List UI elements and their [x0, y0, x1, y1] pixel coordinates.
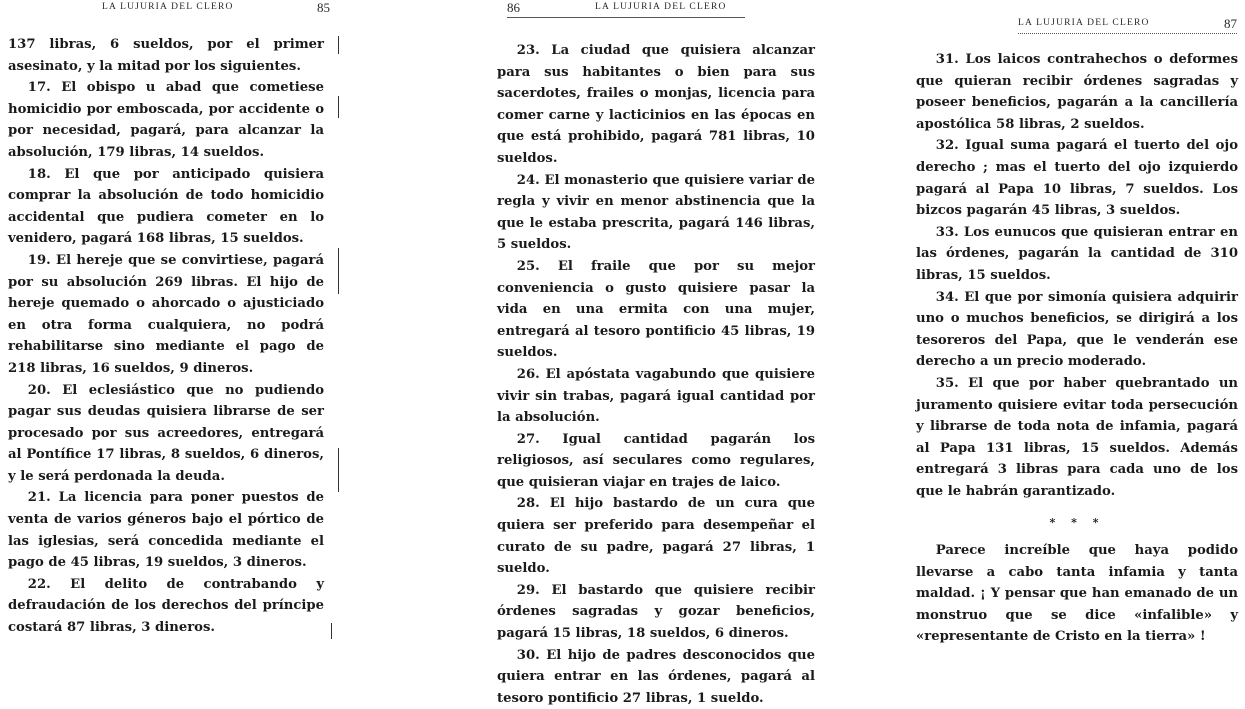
running-header	[495, 2, 825, 16]
paragraph	[8, 380, 324, 488]
running-title: LA LUJURIA DEL CLERO	[595, 2, 727, 12]
item-number: 24.	[516, 172, 540, 188]
paragraph-text: El eclesiástico que no pudiendo pagar sus deudas quisiera librarse de ser procesado por sus acreedores, entregará al Pontífice 17 libras, 8 sueldos, 6 dineros, y le será perdonada la deuda.	[8, 382, 324, 484]
margin-rule	[338, 36, 339, 54]
page-85	[0, 0, 340, 655]
header-rule	[1018, 33, 1237, 34]
item-number: 26.	[516, 366, 540, 382]
paragraph	[8, 574, 324, 639]
item-number: 18.	[27, 166, 51, 182]
paragraph	[497, 580, 815, 645]
paragraph-text: El hijo de padres desconocidos que quiera entrar en las órdenes, pagará al tesoro pontificio 27 libras, 1 sueldo.	[497, 647, 815, 706]
page-body	[8, 34, 324, 639]
item-number: 25.	[516, 258, 540, 274]
margin-rule	[338, 248, 339, 294]
paragraph	[916, 287, 1238, 373]
page-body	[497, 40, 815, 709]
paragraph	[8, 77, 324, 163]
item-number: 21.	[27, 490, 51, 506]
page-number: 87	[1224, 16, 1237, 31]
closing-paragraph: Parece increíble que haya podido llevarse a cabo tanta infamia y tanta maldad. ¡ Y pensar que han emanado de un monstruo que se dice «infalible» y «representante de Cristo en la tierra» !	[916, 543, 1238, 645]
item-number: 28.	[516, 496, 540, 512]
item-number: 34.	[935, 289, 959, 305]
paragraph-text: El hereje que se convirtiese, pagará por su absolución 269 libras. El hijo de hereje quemado o ahorcado o ajusticiado en otra forma cualquiera, no podrá rehabilitarse sino mediante el pago de 218 libras, 16 sueldos, 9 dineros.	[8, 252, 324, 376]
running-title: LA LUJURIA DEL CLERO	[102, 2, 234, 12]
page-number: 86	[507, 0, 520, 15]
paragraph-text: Los eunucos que quisieran entrar en las órdenes, pagarán la cantidad de 310 libras, 15 sueldos.	[916, 224, 1238, 283]
header-rule	[507, 17, 745, 18]
item-number: 35.	[935, 375, 959, 391]
section-separator: * * *	[1049, 516, 1105, 530]
item-number: 31.	[935, 52, 959, 67]
paragraph	[497, 40, 815, 170]
paragraph-text: El hijo bastardo de un cura que quiera ser preferido para desempeñar el curato de su padre, pagará 27 libras, 1 sueldo.	[497, 496, 815, 577]
paragraph-text: Los laicos contrahechos o deformes que quieran recibir órdenes sagradas y poseer beneficios, pagarán a la cancillería apostólica 58 libras, 2 sueldos.	[916, 52, 1238, 132]
paragraph-text: El delito de contrabando y defraudación de los derechos del príncipe costará 87 libras, 3 dineros.	[8, 576, 324, 636]
item-number: 33.	[935, 224, 959, 240]
paragraph-text: El que por anticipado quisiera comprar la absolución de todo homicidio accidental que pudiera cometer en lo venidero, pagará 168 libras, 15 sueldos.	[8, 166, 324, 247]
paragraph	[916, 49, 1238, 135]
item-number: 19.	[27, 252, 51, 268]
margin-rule	[338, 448, 339, 492]
paragraph	[916, 373, 1238, 503]
item-number: 22.	[27, 576, 51, 592]
paragraph	[497, 364, 815, 429]
paragraph-text: La ciudad que quisiera alcanzar para sus habitantes o bien para sus sacerdotes, frailes o monjas, licencia para comer carne y lacticinios en las épocas en que está prohibido, pagará 781 libras, 10 sueldos.	[497, 43, 815, 166]
page-86	[495, 0, 825, 706]
running-title: LA LUJURIA DEL CLERO	[1018, 18, 1150, 28]
item-number: 30.	[516, 647, 540, 663]
paragraph-text: El monasterio que quisiere variar de regla y vivir en menor abstinencia que la que le estaba prescrita, pagará 146 libras, 5 sueldos.	[497, 172, 815, 253]
paragraph-text: El apóstata vagabundo que quisiere vivir sin trabas, pagará igual cantidad por la absolución.	[497, 366, 815, 426]
paragraph	[497, 493, 815, 579]
paragraph	[916, 135, 1238, 221]
page-number: 85	[317, 0, 330, 15]
paragraph-text: Igual suma pagará el tuerto del ojo derecho ; mas el tuerto del ojo izquierdo pagará al Papa 10 libras, 7 sueldos. Los bizcos pagarán 45 libras, 3 sueldos.	[916, 138, 1238, 219]
running-header	[0, 2, 340, 16]
paragraph-text: 137 libras, 6 sueldos, por el primer asesinato, y la mitad por los siguientes.	[8, 37, 324, 74]
paragraph-text: La licencia para poner puestos de venta de varios géneros bajo el pórtico de las iglesias, será concedida mediante el pago de 45 libras, 19 sueldos, 3 dineros.	[8, 490, 324, 571]
item-number: 27.	[516, 431, 540, 447]
paragraph-text: El bastardo que quisiere recibir órdenes sagradas y gozar beneficios, pagará 15 libras, 18 sueldos, 6 dineros.	[497, 582, 815, 642]
paragraph-text: El que por simonía quisiera adquirir uno o muchos beneficios, se dirigirá a los tesoreros del Papa, que le venderán ese derecho a un precio moderado.	[916, 289, 1238, 370]
paragraph-text: El fraile que por su mejor conveniencia o gusto quisiere pasar la vida en una ermita con una mujer, entregará al tesoro pontificio 45 libras, 19 sueldos.	[497, 258, 815, 361]
paragraph	[497, 645, 815, 709]
item-number: 17.	[27, 80, 51, 96]
paragraph	[497, 170, 815, 256]
running-header	[900, 18, 1245, 32]
paragraph	[497, 256, 815, 364]
paragraph	[8, 487, 324, 573]
paragraph	[8, 250, 324, 380]
paragraph	[497, 429, 815, 494]
paragraph-text: El que por haber quebrantado un juramento quisiere evitar toda persecución y librarse de toda nota de infamia, pagará al Papa 131 libras, 15 sueldos. Además entregará 3 libras para cada uno de los que le habrán garantizado.	[916, 375, 1238, 499]
margin-rule	[331, 623, 332, 639]
page-body	[916, 49, 1238, 648]
paragraph-text: Igual cantidad pagarán los religiosos, así seculares como regulares, que quisieran viajar en trajes de laico.	[497, 431, 815, 490]
paragraph	[8, 164, 324, 250]
paragraph	[916, 222, 1238, 287]
item-number: 23.	[516, 43, 540, 58]
margin-rule	[338, 96, 339, 118]
paragraph-text: El obispo u abad que cometiese homicidio por emboscada, por accidente o por necesidad, pagará, para alcanzar la absolución, 179 libras, 14 sueldos.	[8, 80, 324, 160]
page-87	[900, 0, 1245, 655]
item-number: 20.	[27, 382, 51, 398]
item-number: 29.	[516, 582, 540, 598]
item-number: 32.	[935, 138, 959, 154]
paragraph	[8, 34, 324, 77]
